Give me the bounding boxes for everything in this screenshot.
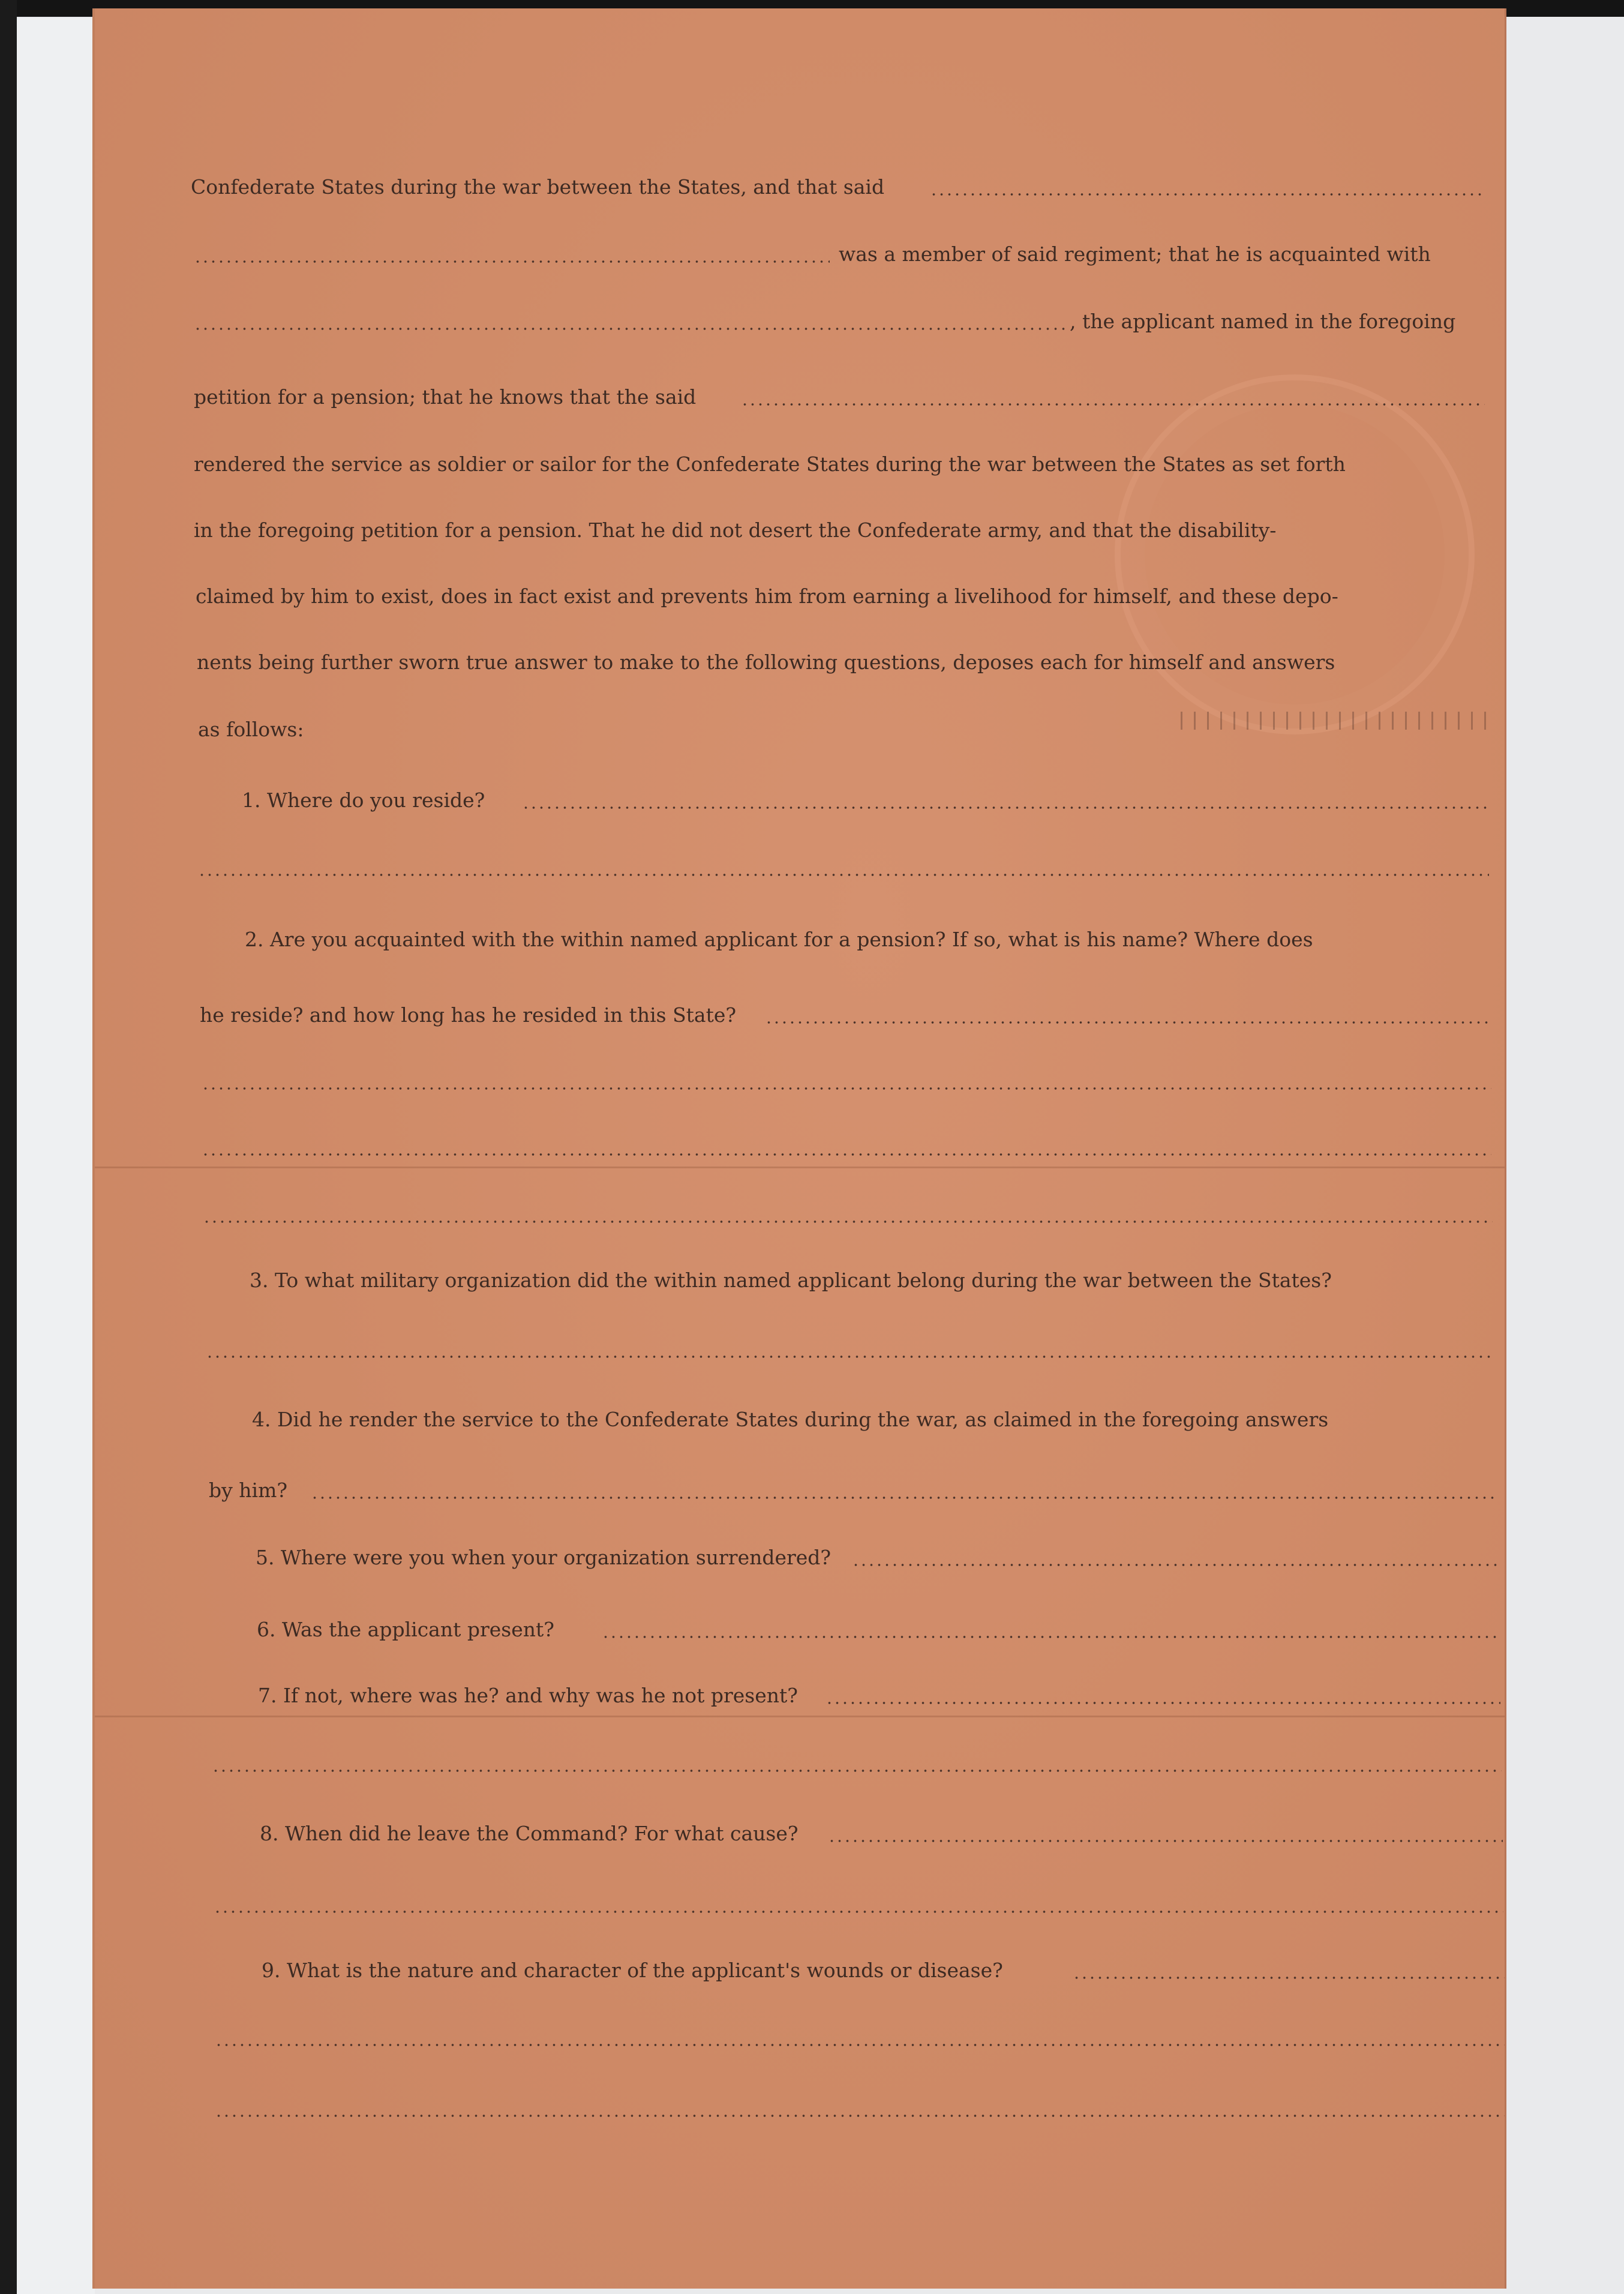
paragraph-text: in the foregoing petition for a pension. That he did not desert the Confederate army, and that the disability- xyxy=(194,518,1277,542)
scanner-background xyxy=(17,18,95,2294)
answer-line[interactable] xyxy=(825,1678,1500,1714)
paragraph-text: petition for a pension; that he knows that the said xyxy=(194,385,697,409)
paragraph-text: , the applicant named in the foregoing xyxy=(1070,310,1456,333)
question-text: by him? xyxy=(209,1479,288,1502)
question-2-continuation xyxy=(95,997,1505,1033)
answer-row xyxy=(95,1129,1505,1165)
answer-row xyxy=(95,1063,1505,1099)
answer-line[interactable] xyxy=(215,2091,1505,2127)
answer-line[interactable] xyxy=(311,1473,1496,1509)
answer-row xyxy=(95,1887,1505,1923)
paragraph-text: was a member of said regiment; that he is acquainted with xyxy=(839,242,1431,266)
paragraph-text: Confederate States during the war between the States, and that said xyxy=(191,175,885,199)
answer-line[interactable] xyxy=(215,2020,1505,2056)
question-3 xyxy=(95,1263,1505,1299)
paragraph-line xyxy=(95,169,1505,205)
question-text: 9. What is the nature and character of the applicant's wounds or disease? xyxy=(262,1959,1003,1982)
blank-fill-line xyxy=(930,169,1482,205)
answer-line[interactable] xyxy=(828,1816,1503,1852)
answer-row xyxy=(95,1197,1505,1233)
answer-line[interactable] xyxy=(522,782,1489,818)
answer-row xyxy=(95,2020,1505,2056)
answer-line[interactable] xyxy=(198,850,1489,886)
page-fold xyxy=(95,1167,1505,1168)
question-text: 2. Are you acquainted with the within named applicant for a pension? If so, what is his name? Where does xyxy=(245,928,1313,951)
question-text: 7. If not, where was he? and why was he not present? xyxy=(258,1684,798,1707)
pension-affidavit-page xyxy=(95,8,1505,2289)
paragraph-line xyxy=(95,712,1505,748)
paragraph-line xyxy=(95,578,1505,614)
question-text: 8. When did he leave the Command? For what cause? xyxy=(260,1822,799,1845)
answer-line[interactable] xyxy=(202,1063,1491,1099)
question-text: 3. To what military organization did the within named applicant belong during the war between the States? xyxy=(250,1269,1332,1292)
question-4-continuation xyxy=(95,1473,1505,1509)
answer-line[interactable] xyxy=(202,1129,1491,1165)
question-8 xyxy=(95,1816,1505,1852)
question-1 xyxy=(95,782,1505,818)
paragraph-line xyxy=(95,304,1505,340)
answer-row xyxy=(95,2091,1505,2127)
answer-row xyxy=(95,1746,1505,1782)
answer-line[interactable] xyxy=(203,1197,1493,1233)
paragraph-text: as follows: xyxy=(198,718,304,741)
answer-line[interactable] xyxy=(852,1540,1497,1576)
blank-fill-line xyxy=(194,236,830,272)
paragraph-text: nents being further sworn true answer to make to the following questions, deposes each for himself and answers xyxy=(197,650,1335,674)
question-text: 6. Was the applicant present? xyxy=(257,1618,554,1641)
question-6 xyxy=(95,1612,1505,1648)
question-4 xyxy=(95,1402,1505,1438)
answer-line[interactable] xyxy=(1073,1953,1505,1989)
blank-fill-line xyxy=(741,379,1485,415)
blank-fill-line xyxy=(194,304,1070,340)
question-text: he reside? and how long has he resided in this State? xyxy=(200,1003,737,1027)
paragraph-line xyxy=(95,512,1505,548)
paragraph-line xyxy=(95,446,1505,482)
paragraph-line xyxy=(95,379,1505,415)
paragraph-line xyxy=(95,236,1505,272)
answer-line[interactable] xyxy=(212,1746,1502,1782)
question-9 xyxy=(95,1953,1505,1989)
paragraph-text: claimed by him to exist, does in fact exist and prevents him from earning a livelihood for himself, and these depo- xyxy=(196,584,1338,608)
answer-row xyxy=(95,1332,1505,1368)
answer-line[interactable] xyxy=(206,1332,1494,1368)
question-7 xyxy=(95,1678,1505,1714)
paragraph-text: rendered the service as soldier or sailor for the Confederate States during the war between the States as set forth xyxy=(194,452,1346,476)
answer-row xyxy=(95,850,1505,886)
page-fold xyxy=(95,1716,1505,1717)
question-text: 1. Where do you reside? xyxy=(242,788,485,812)
question-text: 5. Where were you when your organization surrendered? xyxy=(256,1546,831,1569)
paragraph-line xyxy=(95,644,1505,680)
question-2 xyxy=(95,922,1505,958)
scanner-left-edge xyxy=(0,0,17,2294)
question-text: 4. Did he render the service to the Confederate States during the war, as claimed in the foregoing answers xyxy=(252,1408,1329,1431)
answer-line[interactable] xyxy=(214,1887,1503,1923)
question-5 xyxy=(95,1540,1505,1576)
answer-line[interactable] xyxy=(765,997,1491,1033)
embossed-seal-icon xyxy=(1115,374,1475,734)
answer-line[interactable] xyxy=(602,1612,1499,1648)
